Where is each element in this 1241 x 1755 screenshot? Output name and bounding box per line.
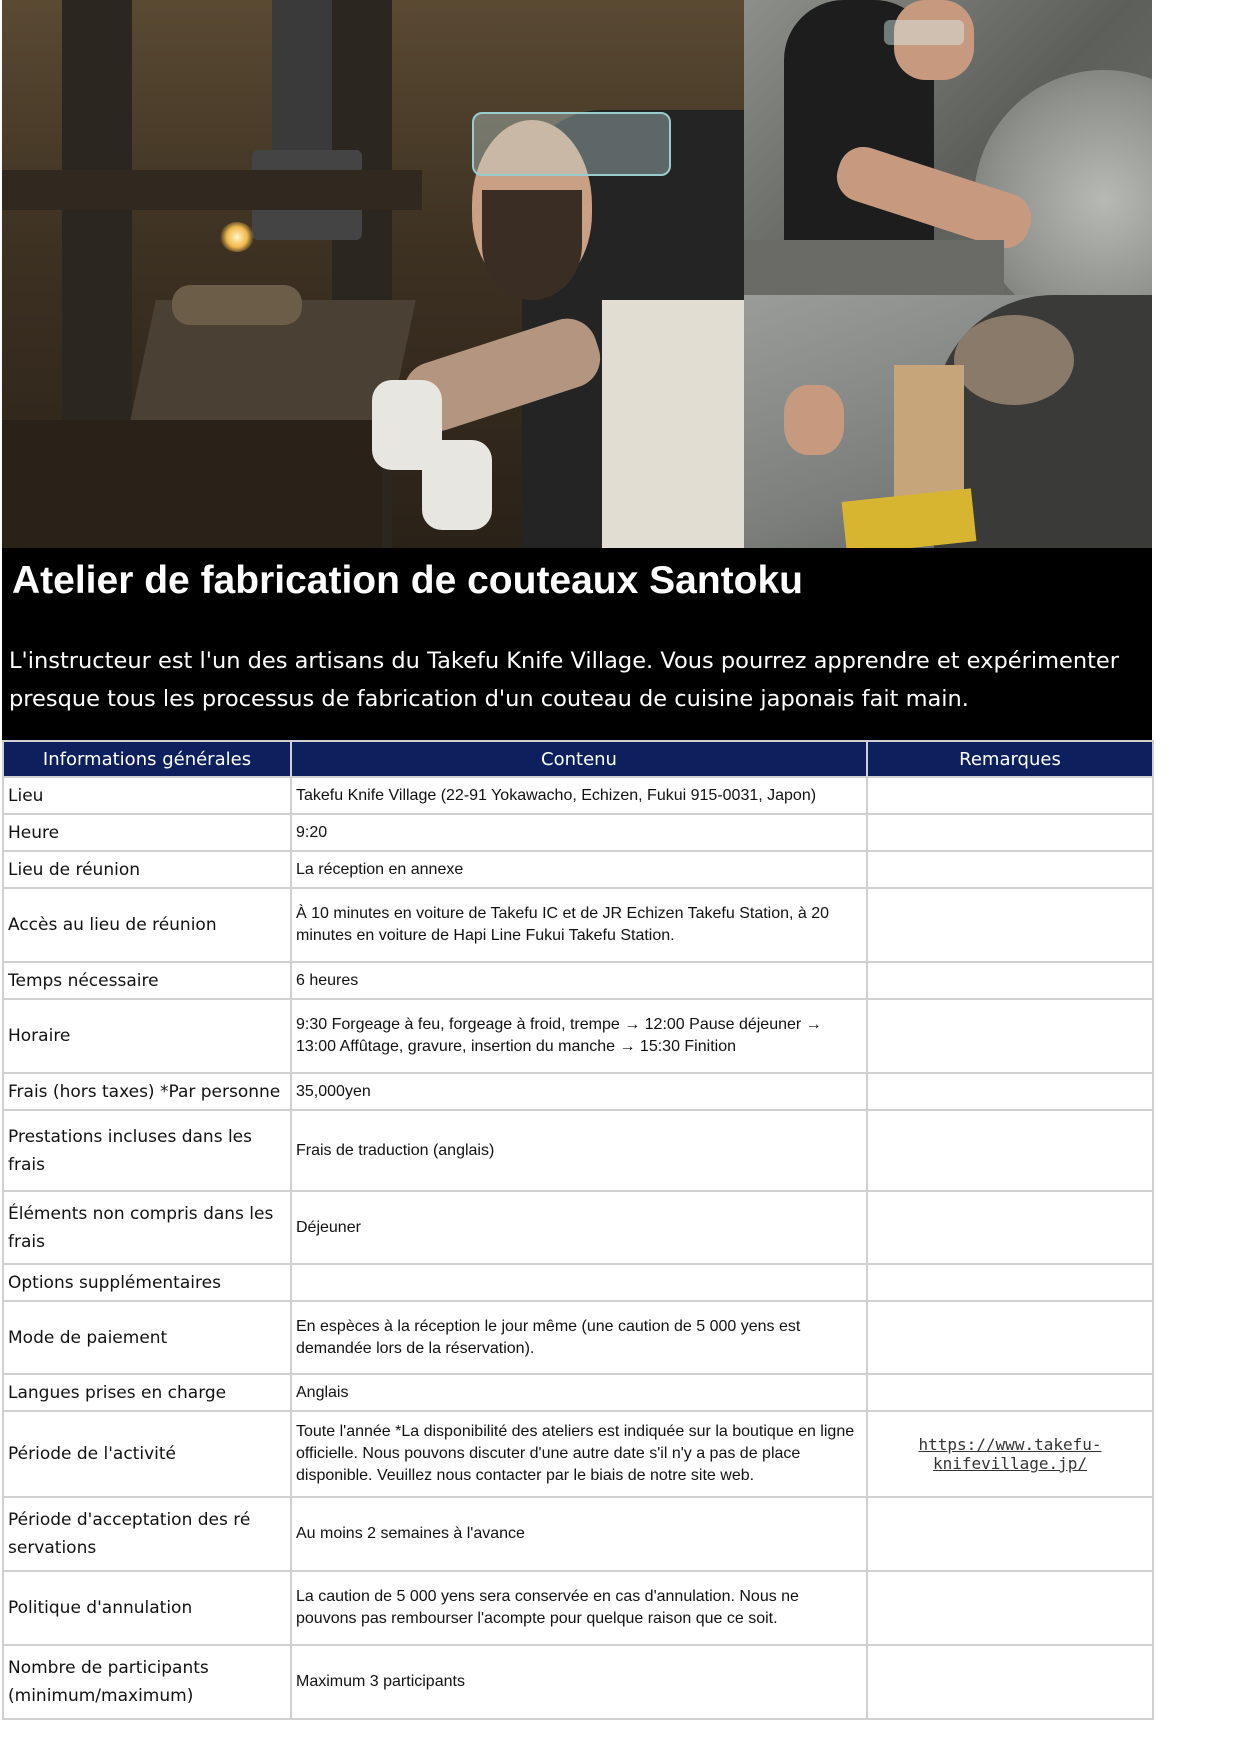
table-row [3,1497,1153,1571]
row-content: Maximum 3 participants [291,1645,867,1719]
table-row [3,1645,1153,1719]
grinding-wheel-photo-icon [744,0,1152,295]
row-label: Horaire [3,999,291,1073]
table-row [3,851,1153,888]
row-content: En espèces à la réception le jour même (une caution de 5 000 yens est demandée lors de la réservation). [291,1301,867,1374]
row-label: Temps nécessaire [3,962,291,999]
table-row [3,1301,1153,1374]
row-remark [867,962,1153,999]
website-link[interactable]: https://www.takefu-knifevillage.jp/ [918,1435,1102,1473]
row-label: Nombre de participants (minimum/maximum) [3,1645,291,1719]
table-row [3,888,1153,962]
photo-collage [2,0,1152,548]
table-row [3,1374,1153,1411]
row-label: Frais (hors taxes) *Par personne [3,1073,291,1110]
row-remark [867,1110,1153,1191]
table-row [3,777,1153,814]
row-remark [867,1191,1153,1264]
row-remark [867,999,1153,1073]
page-description: L'instructeur est l'un des artisans du Takefu Knife Village. Vous pourrez apprendre et expérimenter presque tous les processus de fabrication d'un couteau de cuisine japonais fait main. [9,648,1120,712]
row-remark [867,1497,1153,1571]
row-label: Options supplémentaires [3,1264,291,1301]
table-row [3,1073,1153,1110]
row-remark [867,1374,1153,1411]
table-row [3,962,1153,999]
row-remark [867,888,1153,962]
header-remarks: Remarques [867,741,1153,777]
title-banner [2,548,1152,740]
table-header-row [3,741,1153,777]
table-row [3,999,1153,1073]
header-general-info: Informations générales [3,741,291,777]
row-content: Takefu Knife Village (22-91 Yokawacho, Echizen, Fukui 915-0031, Japon) [291,777,867,814]
row-remark [867,1411,1153,1497]
row-content: 6 heures [291,962,867,999]
engraving-photo-icon [744,295,1152,548]
row-remark [867,777,1153,814]
row-remark [867,1073,1153,1110]
row-label: Langues prises en charge [3,1374,291,1411]
row-content: 9:20 [291,814,867,851]
table-row [3,1264,1153,1301]
row-content: Déjeuner [291,1191,867,1264]
table-row [3,1110,1153,1191]
row-label: Lieu de réunion [3,851,291,888]
row-label: Accès au lieu de réunion [3,888,291,962]
row-content: Au moins 2 semaines à l'avance [291,1497,867,1571]
table-row [3,1571,1153,1645]
row-content: Toute l'année *La disponibilité des ateliers est indiquée sur la boutique en ligne officielle. Nous pouvons discuter d'une autre date s'il n'y a pas de place disponible. Veuillez nous contacter par le biais de notre site web. [291,1411,867,1497]
row-label: Prestations incluses dans les frais [3,1110,291,1191]
row-content: Frais de traduction (anglais) [291,1110,867,1191]
row-remark [867,1264,1153,1301]
info-table [2,740,1154,1720]
forging-press-photo-icon [2,0,744,548]
row-label: Éléments non compris dans les frais [3,1191,291,1264]
row-label: Période de l'activité [3,1411,291,1497]
row-label: Mode de paiement [3,1301,291,1374]
row-content: À 10 minutes en voiture de Takefu IC et de JR Echizen Takefu Station, à 20 minutes en voiture de Hapi Line Fukui Takefu Station. [291,888,867,962]
row-content: La réception en annexe [291,851,867,888]
row-content: Anglais [291,1374,867,1411]
row-content: La caution de 5 000 yens sera conservée en cas d'annulation. Nous ne pouvons pas rembourser l'acompte pour quelque raison que ce soit. [291,1571,867,1645]
row-label: Heure [3,814,291,851]
table-row [3,1191,1153,1264]
row-content [291,1264,867,1301]
row-remark [867,1301,1153,1374]
table-row [3,1411,1153,1497]
row-remark [867,851,1153,888]
header-content: Contenu [291,741,867,777]
row-remark [867,1645,1153,1719]
row-remark [867,1571,1153,1645]
row-content: 35,000yen [291,1073,867,1110]
row-content: 9:30 Forgeage à feu, forgeage à froid, trempe → 12:00 Pause déjeuner → 13:00 Affûtage, gravure, insertion du manche → 15:30 Finition [291,999,867,1073]
table-row [3,814,1153,851]
row-remark [867,814,1153,851]
row-label: Politique d'annulation [3,1571,291,1645]
page-title: Atelier de fabrication de couteaux Santoku [12,559,804,602]
row-label: Période d'acceptation des ré servations [3,1497,291,1571]
row-label: Lieu [3,777,291,814]
